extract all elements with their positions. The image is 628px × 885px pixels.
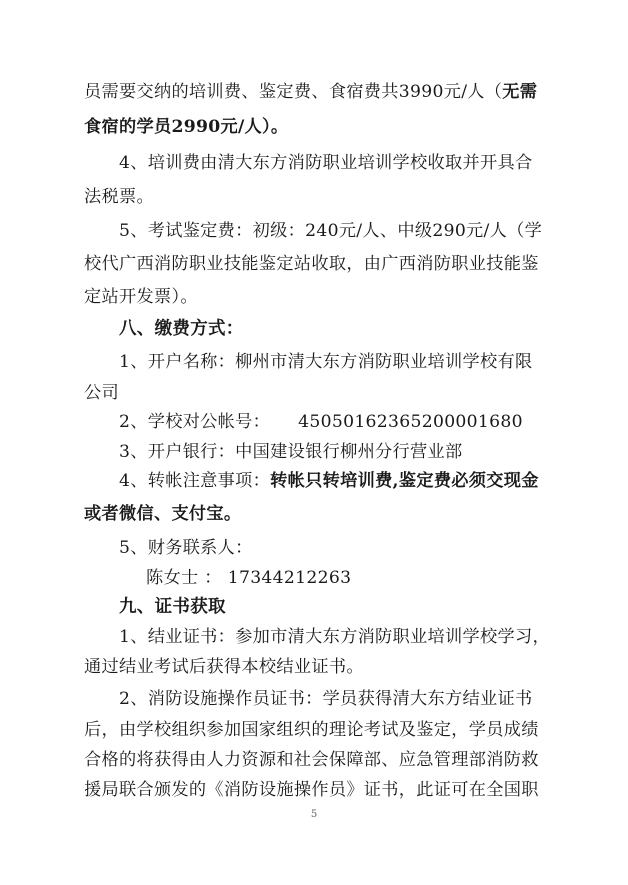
fees-text: 员需要交纳的培训费、鉴定费、食宿费共3990元/人（ [84, 82, 503, 102]
transfer-note-continued: 或者微信、支付宝。 [84, 504, 242, 524]
item-5-continued-2: 定站开发票）。 [84, 287, 198, 307]
section-heading-certificate: 九、证书获取 [119, 597, 226, 617]
account-number-label: 2、学校对公帐号： [119, 412, 271, 432]
no-board-fee-bold: 食宿的学员2990元/人） [84, 117, 271, 137]
bank-line: 3、开户银行：中国建设银行柳州分行营业部 [119, 442, 463, 462]
cert-item-1-continued: 通过结业考试后获得本校结业证书。 [84, 657, 364, 677]
item-4-training-fee: 4、培训费由清大东方消防职业培训学校收取并开具合 [119, 153, 533, 173]
section-heading-payment: 八、缴费方式： [119, 319, 244, 339]
cert-item-2-continued-3: 援局联合颁发的《消防设施操作员》证书，此证可在全国职 [84, 780, 539, 800]
transfer-note-bold: 转帐只转培训费,鉴定费必须交现金 [270, 471, 539, 491]
contact-phone: 17344212263 [227, 568, 352, 588]
contact-person-line [146, 566, 351, 590]
transfer-note-line [119, 469, 539, 493]
text-line-no-board-fee [84, 115, 288, 139]
cert-item-2-continued-1: 后，由学校组织参加国家组织的理论考试及鉴定，学员成绩 [84, 720, 539, 740]
account-number-value: 45050162365200001680 [298, 412, 523, 432]
fees-bold-text: 无需 [502, 82, 538, 102]
item-5-continued-1: 校代广西消防职业技能鉴定站收取，由广西消防职业技能鉴 [84, 254, 539, 274]
cert-item-1: 1、结业证书：参加市清大东方消防职业培训学校学习， [119, 627, 550, 647]
item-5-exam-fee: 5、考试鉴定费：初级：240元/人、中级290元/人（学 [119, 221, 543, 241]
account-number-line [119, 410, 523, 434]
item-4-continued: 法税票。 [84, 187, 154, 207]
cert-item-2: 2、消防设施操作员证书：学员获得清大东方结业证书 [119, 689, 533, 709]
account-name-continued: 公司 [84, 383, 119, 403]
no-board-fee-period: 。 [270, 117, 289, 137]
text-line-fees [84, 80, 537, 104]
finance-contact-line: 5、财务联系人： [119, 538, 253, 558]
transfer-note-label: 4、转帐注意事项： [119, 471, 271, 491]
account-name-line: 1、开户名称：柳州市清大东方消防职业培训学校有限 [119, 352, 533, 372]
contact-person-name: 陈女士 ： [146, 568, 222, 588]
cert-item-2-continued-2: 合格的将获得由人力资源和社会保障部、应急管理部消防救 [84, 750, 539, 770]
page-number: 5 [310, 809, 318, 820]
